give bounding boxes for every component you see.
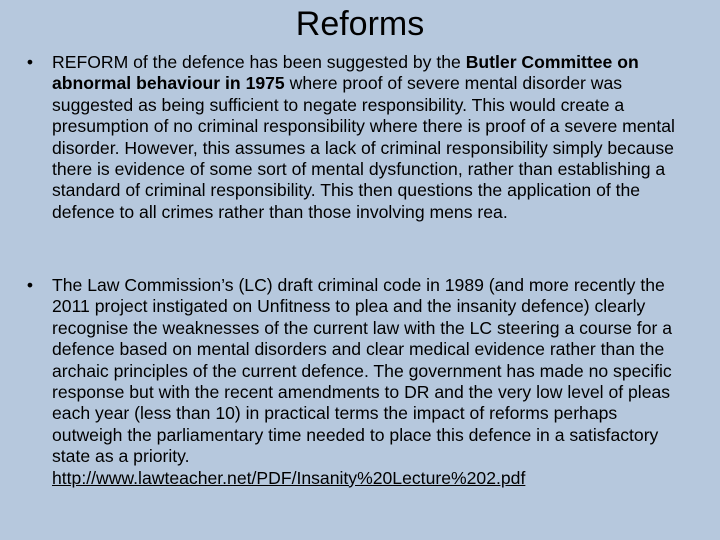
bullet-tail-text: where proof of severe mental disorder was suggested as being sufficient to negate responsibility. This would create a presumption of no criminal responsibility where there is proof of a severe mental disorder. However, this assumes a lack of criminal responsibility simply because there is evidence of some sort of mental dysfunction, rather than establishing a standard of criminal responsibility. This then questions the application of the defence to all crimes rather than those involving mens rea. — [52, 73, 675, 222]
bullet-highlight-text: Law Commission’s (LC) draft criminal code — [87, 275, 422, 295]
bullet-text — [32, 52, 692, 223]
bullet-icon: • — [26, 52, 34, 72]
bullet-item-law-commission — [26, 275, 692, 489]
bullet-lead-text: The — [52, 275, 88, 295]
bullet-item-butler-committee — [26, 52, 692, 223]
bullet-tail-text: in 1989 (and more recently the 2011 project instigated on Unfitness to plea and the insanity defence) clearly recognise the weaknesses of the current law with the LC steering a course for a defence based on mental disorders and clear medical evidence rather than the archaic principles of the current defence. The government has made no specific response but with the recent amendments to DR and the very low level of pleas each year (less than 10) in practical terms the impact of reforms perhaps outweigh the parliamentary time needed to place this defence in a satisfactory state as a priority. — [52, 275, 673, 467]
source-link[interactable]: http://www.lawteacher.net/PDF/Insanity%20Lecture%202.pdf — [52, 467, 526, 488]
bullet-text — [32, 275, 692, 489]
bullet-bold-text: Butler Committee on abnormal behaviour in 1975 — [52, 52, 639, 94]
bullet-lead-text: REFORM of the defence has been suggested by the — [52, 52, 466, 72]
slide-title: Reforms — [295, 5, 425, 43]
bullet-icon: • — [26, 275, 34, 295]
